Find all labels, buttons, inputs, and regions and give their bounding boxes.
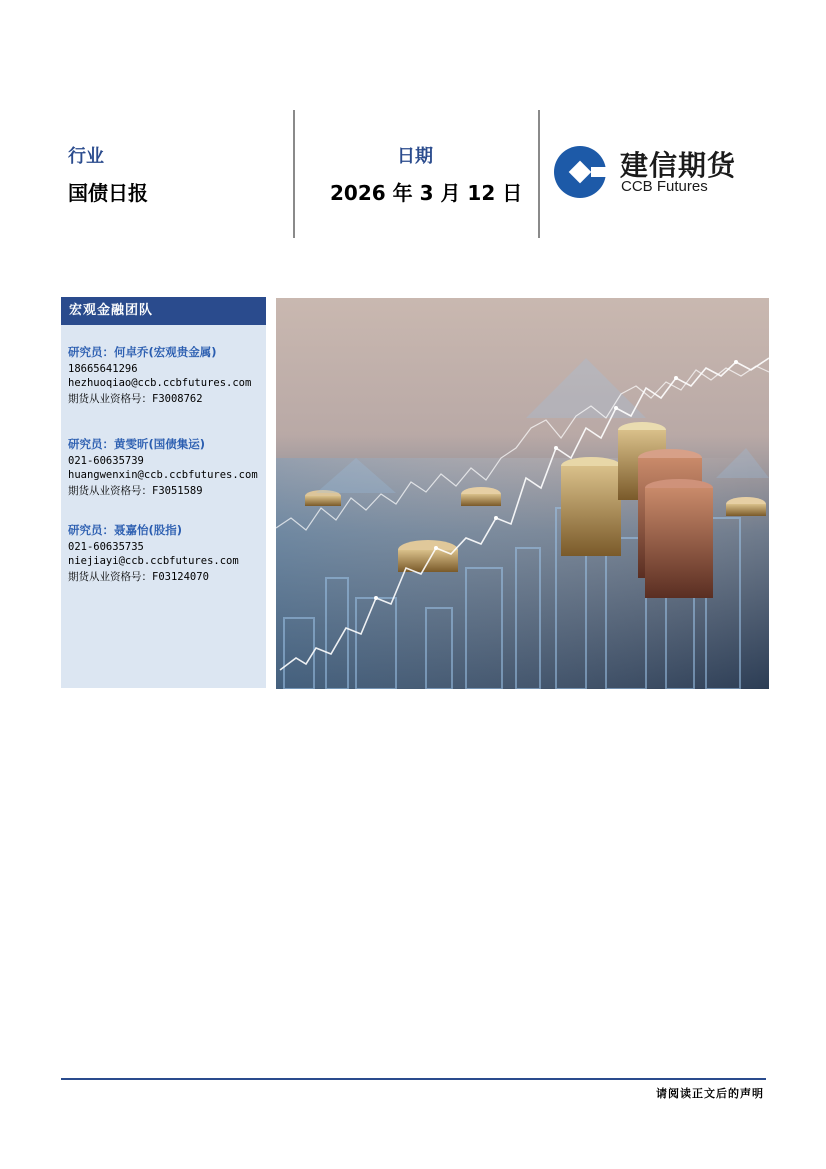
- researcher-email[interactable]: huangwenxin@ccb.ccbfutures.com: [68, 469, 258, 481]
- footer-divider: [61, 1078, 766, 1080]
- hero-coins-chart-illustration: [276, 298, 769, 689]
- date-value: 2026 年 3 月 12 日: [330, 181, 523, 205]
- researcher-name: 研究员：何卓乔(宏观贵金属): [68, 345, 217, 359]
- industry-value: 国债日报: [68, 181, 148, 205]
- header-divider-right: [538, 110, 540, 238]
- researcher-name: 研究员：聂嘉怡(股指): [68, 523, 183, 537]
- date-label: 日期: [397, 146, 433, 167]
- header-divider-left: [293, 110, 295, 238]
- researcher-phone: 18665641296: [68, 363, 138, 375]
- researcher-2: [68, 436, 258, 498]
- logo-name-en: CCB Futures: [621, 178, 708, 195]
- hero-finance-image: [276, 298, 769, 689]
- researcher-1: [68, 344, 251, 406]
- researcher-name: 研究员：黄雯昕(国债集运): [68, 437, 206, 451]
- logo-name-cn: 建信期货: [620, 149, 737, 182]
- industry-label: 行业: [68, 146, 104, 167]
- researcher-license: 期货从业资格号：F3051589: [68, 485, 203, 497]
- researcher-phone: 021-60635739: [68, 455, 144, 467]
- ccb-logo-icon: [553, 145, 607, 199]
- researcher-email[interactable]: hezhuoqiao@ccb.ccbfutures.com: [68, 377, 252, 389]
- researcher-license: 期货从业资格号：F3008762: [68, 393, 203, 405]
- researcher-license: 期货从业资格号：F03124070: [68, 571, 209, 583]
- team-title: 宏观金融团队: [61, 297, 266, 325]
- researcher-3: [68, 522, 239, 584]
- researcher-email[interactable]: niejiayi@ccb.ccbfutures.com: [68, 555, 239, 567]
- researcher-phone: 021-60635735: [68, 541, 144, 553]
- footer-disclaimer: 请阅读正文后的声明: [656, 1087, 764, 1100]
